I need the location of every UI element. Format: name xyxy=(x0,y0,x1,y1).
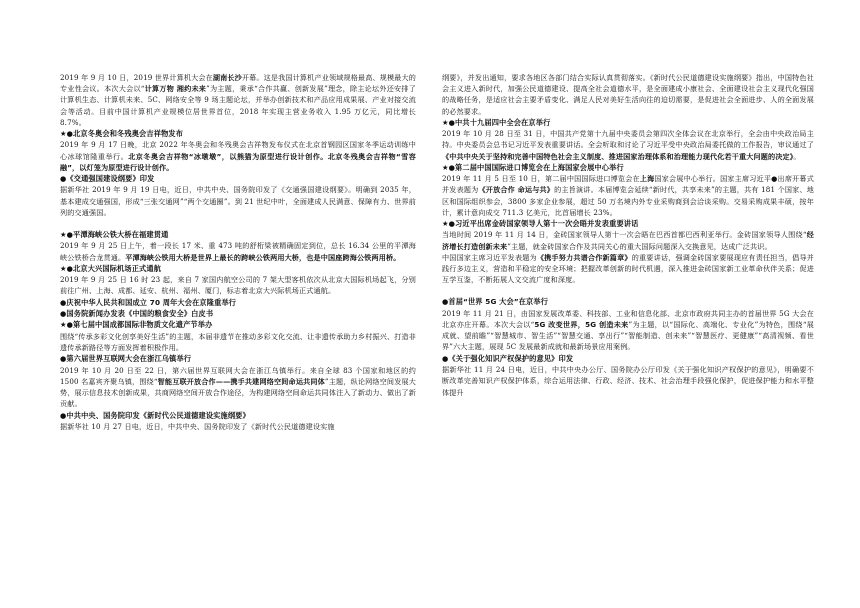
section-heading: ★●北京大兴国际机场正式通航 xyxy=(60,263,162,273)
body-paragraph xyxy=(442,128,814,162)
body-paragraph xyxy=(60,240,416,262)
right-column xyxy=(442,72,814,608)
text-run: 据新华社 11 月 24 日电，近日，中共中央办公厅、国务院办公厅印发《关于强化知识产权保护的意见》，明确要不断改革完善知识产权保护体系，综合运用法律、行政、经济、技术、社会治理手段强化保护，促进保护能力和水平整体提升 xyxy=(442,365,814,397)
text-run: ”主题，就金砖国家合作及共同关心的重大国际问题深入交换意见，达成广泛共识。 xyxy=(507,241,772,251)
text-run: 围绕“传承多彩文化创享美好生活”的主题，本届非遗节在推动多彩文化交流、让非遗传承助力乡村振兴、打造非遗传承新路径等方面发挥着积极作用。 xyxy=(60,331,416,353)
text-run: 2019 年 9 月 10 日，2019 世界计算机大会在 xyxy=(60,73,213,82)
emphasis-text: 5G 改变世界，5G 创造未来 xyxy=(534,320,629,330)
section-heading: ●《关于强化知识产权保护的意见》印发 xyxy=(442,353,574,363)
body-paragraph xyxy=(442,229,814,251)
emphasis-text: 《携手努力共谱合作新篇章》 xyxy=(536,252,632,262)
body-paragraph xyxy=(442,72,814,117)
body-paragraph xyxy=(60,421,416,432)
text-run: 开幕。这是我国计算机产业领域规格最高、规模最大的专业性会议。本次大会以“ xyxy=(60,73,416,94)
body-paragraph xyxy=(442,252,814,286)
emphasis-text: 《开放合作 命运与共》 xyxy=(478,185,555,195)
paragraph-spacer xyxy=(442,285,814,296)
body-paragraph xyxy=(60,72,416,128)
section-heading: ★●北京冬奥会和冬残奥会吉祥物发布 xyxy=(60,129,184,139)
emphasis-text: 《中共中央关于坚持和完善中国特色社会主义制度、推进国家治理体系和治理能力现代化若干重大问题的决定》 xyxy=(442,151,794,161)
body-paragraph xyxy=(60,365,416,410)
section-heading: ●第六届世界互联网大会在浙江乌镇举行 xyxy=(60,354,192,364)
body-paragraph xyxy=(60,139,416,173)
text-run: 中国国家主席习近平发表题为 xyxy=(442,252,537,262)
text-run: 2019 年 9 月 25 日上午，着一段长 17 米、重 473 吨的舒桁梁被精确固定到位，总长 16.34 公里的平潭海峡公铁桥合龙贯通。 xyxy=(60,241,416,262)
section-heading: ●庆祝中华人民共和国成立 70 周年大会在京隆重举行 xyxy=(60,297,237,307)
section-heading: ★●第七届中国成都国际非物质文化遗产节举办 xyxy=(60,320,213,330)
text-run: ”主题，纵论网络空间发展大势，展示信息技术创新成果，共商网络空间开放合作途径，为构建网络空间命运共同体注入了新动力、做出了新贡献。 xyxy=(60,376,416,409)
paragraph-spacer xyxy=(60,218,416,229)
text-run: 2019 年 11 月 5 日至 10 日，第二届中国国际进口博览会在 xyxy=(442,174,640,184)
section-heading: ★●中共十九届四中全会在京举行 xyxy=(442,117,551,127)
body-paragraph xyxy=(442,173,814,218)
text-run: 2019 年 9 月 25 日 16 时 23 起，来自 7 家国内航空公司的 7 架大型客机依次从北京大国际机场起飞，分别前往广州、上海、成都、延安、杭州、福州、厦门，标志着北京大兴际机场正式通航。 xyxy=(60,275,416,296)
text-run: 2019 年 10 月 20 日至 22 日，第六届世界互联网大会在浙江乌镇举行。来自全球 83 个国家和地区的约 1500 名嘉宾齐聚乌镇，围绕“ xyxy=(60,365,416,386)
body-paragraph xyxy=(442,308,814,353)
emphasis-text: 智能互联开放合作——携手共建网络空间命运共同体 xyxy=(157,376,325,386)
emphasis-text: 北京冬奥会吉祥物“冰墩墩”，以熊猫为原型进行设计创作。北京冬残奥会吉祥物“雪容融”，以灯笼为原型进行设计创作。 xyxy=(60,151,416,172)
emphasis-text: 平潭海峡公铁用大桥是世界上最长的跨峡公铁两用大桥，也是中国座跨海公铁两用桥。 xyxy=(125,252,401,262)
body-paragraph xyxy=(60,331,416,353)
text-run: 2019 年 11 月 21 日，由国家发展改革委、科技部、工业和信息化部、北京市政府共同主办的首届世界 5G 大会在北京亦庄开幕。本次大会以“ xyxy=(442,308,814,330)
section-heading: ●中共中央、国务院印发《新时代公民道德建设实施纲要》 xyxy=(60,410,250,420)
section-heading: ●国务院新闻办发表《中国的粮食安全》白皮书 xyxy=(60,309,214,319)
text-run: 据新华社 10 月 27 日电，近日，中共中央、国务院印发了《新时代公民道德建设实施 xyxy=(60,421,335,431)
text-run: 的重要讲话，强调金砖国家要展现应有责任担当，倡导并践行多边主义，营造和平稳定的安全环境；把握改革创新的时代机遇，深入推进金砖国家新工业革命伙伴关系；促进互学互鉴，不断拓展人文交流广度和深度。 xyxy=(442,252,814,285)
section-heading: ★●第二届中国国际进口博览会在上海国家会展中心举行 xyxy=(442,162,624,172)
text-run: 的主旨演讲。本届博览会延续“新时代，共享未来”的主题，共有 181 个国家、地区和国际组织参会，3800 多家企业参展，超过 50 万名境内外专业采购商到会洽谈采购。交易采购成果丰硕，按年计，累计意向成交 711.3 亿美元，比首届增长 23%。 xyxy=(442,185,814,217)
body-paragraph xyxy=(442,364,814,398)
body-paragraph xyxy=(60,184,416,218)
left-column xyxy=(60,72,416,608)
section-heading: ★●平潭海峡公铁大桥在福建贯通 xyxy=(60,230,169,240)
section-heading: ●《交通强国建设纲要》印发 xyxy=(60,174,155,184)
section-heading: ●首届“世界 5G 大会”在京举行 xyxy=(442,297,549,307)
text-run: ”为主题，以“国际化、高端化、专业化”为特色，围绕“展成就、望前瞻”“智慧城市、智生活”“智慧交通、享出行”“智能制造、创未来”“智慧医疗、更健康”“高清视频、看世界”六大主题，展现 5C 发展最新成就和最新场景应用案例。 xyxy=(442,320,814,352)
emphasis-text: 经济增长打造创新未来 xyxy=(442,230,814,251)
text-run: 2019 年 9 月 17 日晚，北京 2022 年冬奥会和冬残奥会吉祥物发布仪式在北京首钢园区国家冬季运动训练中心冰球馆隆重举行。 xyxy=(60,140,416,161)
section-heading: ★●习近平出席金砖国家领导人第十一次会晤并发表重要讲话 xyxy=(442,219,639,229)
text-run: 2019 年 10 月 28 日至 31 日，中国共产党第十九届中央委员会第四次全体会议在北京举行，全会由中央政治局主持。中央委员会总书记习近平发表重要讲话。全会听取和讨论了习近平受中央政治局委托做的工作报告，审议通过了 xyxy=(442,129,814,150)
text-run: 纲要》，并发出通知，要求各地区各部门结合实际认真贯彻落实。《新时代公民道德建设实施纲要》指出，中国特色社会主义进入新时代，加强公民道德建设、提高全社会道德水平，是全面建成小康社会、全面建设社会主义现代化强国的战略任务，是适应社会主要矛盾变化、满足人民对美好生活向往的迫切需要，是促进社会全面进步、人的全面发展的必然要求。 xyxy=(442,73,814,116)
text-run: 当地时间 2019 年 11 月 14 日，金砖国家领导人第十一次会晤在巴西首都巴西利亚举行。金砖国家领导人围绕“ xyxy=(442,230,807,240)
text-run: 国家会展中心举行。国家主席习近平●出席开幕式并发表题为 xyxy=(442,174,814,195)
emphasis-text: 上海 xyxy=(639,174,655,184)
emphasis-text: 湖南长沙 xyxy=(212,73,242,82)
emphasis-text: 计算万物 湘约未来 xyxy=(144,84,207,94)
text-run: 据新华社 2019 年 9 月 19 日电，近日，中共中央、国务院印发了《交通强国建设纲要》。明确到 2035 年，基本建成交通强国，形成“三张交通网”“两个交通圈”。到 21 世纪中叶，全面建成人民满意、保障有力、世界前列的交通强国。 xyxy=(60,185,416,217)
text-run: 。 xyxy=(793,151,801,161)
body-paragraph xyxy=(60,274,416,296)
text-run: ”为主题，秉承“合作共赢、创新发展”理念，除主论坛外还安排了计算机生态、计算机未来、5C、网络安全等 9 场主题论坛，并举办创新技术和产品应用成果展、产业对接交流会等活动。目前中国计算机产业规模位居世界首位，2018 年实现主营业务收入 1.95 万亿元，同比增长 8.7%。 xyxy=(60,84,416,127)
